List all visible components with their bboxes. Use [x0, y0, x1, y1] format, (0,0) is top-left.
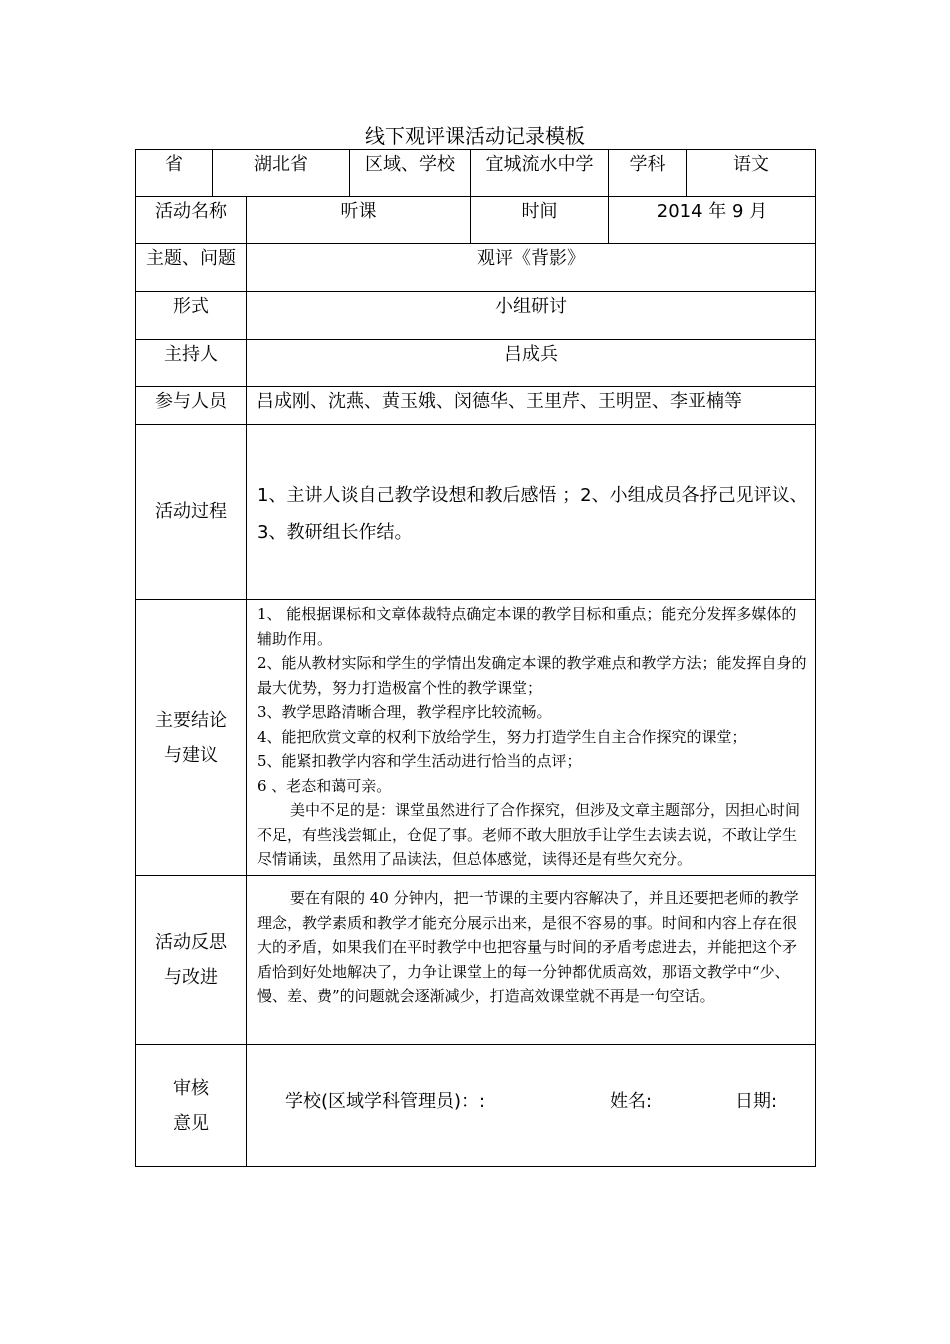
format-value: 小组研讨 — [247, 292, 816, 340]
participants-value: 吕成刚、沈燕、黄玉娥、闵德华、王里芹、王明罡、李亚楠等 — [247, 387, 816, 425]
conclusion-item: 2、能从教材实际和学生的学情出发确定本课的教学难点和教学方法；能发挥自身的最大优势，努力打造极富个性的教学课堂； — [257, 654, 807, 697]
review-label — [136, 1045, 247, 1167]
conclusion-item: 6 、老态和蔼可亲。 — [257, 776, 392, 795]
conclusions-label-line1: 主要结论 — [155, 709, 227, 731]
row-process — [136, 425, 816, 600]
reflection-label-line1: 活动反思 — [155, 932, 227, 953]
topic-label: 主题、问题 — [136, 244, 247, 292]
review-name-label: 姓名: — [610, 1091, 653, 1112]
row-host — [136, 340, 816, 387]
row-basic-info — [136, 150, 816, 197]
activity-name-value: 听课 — [247, 197, 471, 244]
review-label-line1: 审核 — [173, 1077, 209, 1099]
review-school-label: 学校(区域学科管理员)：: — [285, 1091, 486, 1112]
host-label: 主持人 — [136, 340, 247, 387]
row-topic — [136, 244, 816, 292]
subject-label: 学科 — [609, 150, 687, 197]
process-text: 1、主讲人谈自己教学设想和教后感悟 ；2、小组成员各抒己见评议、3、教研组长作结。 — [247, 425, 816, 600]
row-format — [136, 292, 816, 340]
row-review — [136, 1045, 816, 1167]
format-label: 形式 — [136, 292, 247, 340]
conclusion-shortcoming: 美中不足的是：课堂虽然进行了合作探究，但涉及文章主题部分，因担心时间不足，有些浅尝辄止，仓促了事。老师不敢大胆放手让学生去读去说，不敢让学生尽情诵读，虽然用了品读法，但总体感觉，读得还是有些欠充分。 — [257, 801, 801, 868]
conclusion-item: 1、 能根据课标和文章体裁特点确定本课的教学目标和重点；能充分发挥多媒体的辅助作用。 — [257, 605, 797, 648]
conclusions-text — [247, 600, 816, 876]
region-school-label: 区域、学校 — [350, 150, 471, 197]
time-value: 2014 年 9 月 — [609, 197, 816, 244]
process-label: 活动过程 — [136, 425, 247, 600]
participants-label: 参与人员 — [136, 387, 247, 425]
reflection-label-line2: 与改进 — [164, 967, 218, 988]
host-value: 吕成兵 — [247, 340, 816, 387]
subject-value: 语文 — [687, 150, 816, 197]
reflection-label — [136, 876, 247, 1045]
activity-name-label: 活动名称 — [136, 197, 247, 244]
document-title: 线下观评课活动记录模板 — [365, 124, 585, 148]
conclusions-label-line2: 与建议 — [164, 744, 218, 766]
review-label-line2: 意见 — [173, 1112, 209, 1134]
review-date-label: 日期: — [735, 1091, 778, 1112]
record-form-table — [135, 149, 816, 1167]
row-conclusions — [136, 600, 816, 876]
reflection-paragraph: 要在有限的 40 分钟内，把一节课的主要内容解决了，并且还要把老师的教学理念，教学素质和教学才能充分展示出来，是很不容易的事。时间和内容上存在很大的矛盾，如果我们在平时教学中也把容量与时间的矛盾考虑进去，并能把这个矛盾恰到好处地解决了，力争让课堂上的每一分钟都优质高效，那语文教学中“少、慢、差、费”的问题就会逐渐减少，打造高效课堂就不再是一句空话。 — [257, 889, 799, 1005]
conclusion-item: 3、教学思路清晰合理，教学程序比较流畅。 — [257, 703, 552, 721]
row-reflection — [136, 876, 816, 1045]
conclusion-item: 4、能把欣赏文章的权利下放给学生，努力打造学生自主合作探究的课堂； — [257, 727, 747, 746]
time-label: 时间 — [471, 197, 609, 244]
conclusion-item: 5、能紧扣教学内容和学生活动进行恰当的点评； — [257, 752, 582, 770]
topic-value: 观评《背影》 — [247, 244, 816, 292]
province-value: 湖北省 — [213, 150, 350, 197]
row-participants — [136, 387, 816, 425]
school-value: 宜城流水中学 — [471, 150, 609, 197]
province-label: 省 — [136, 150, 213, 197]
conclusions-label — [136, 600, 247, 876]
reflection-text — [247, 876, 816, 1045]
row-activity — [136, 197, 816, 244]
review-fields — [247, 1045, 816, 1167]
